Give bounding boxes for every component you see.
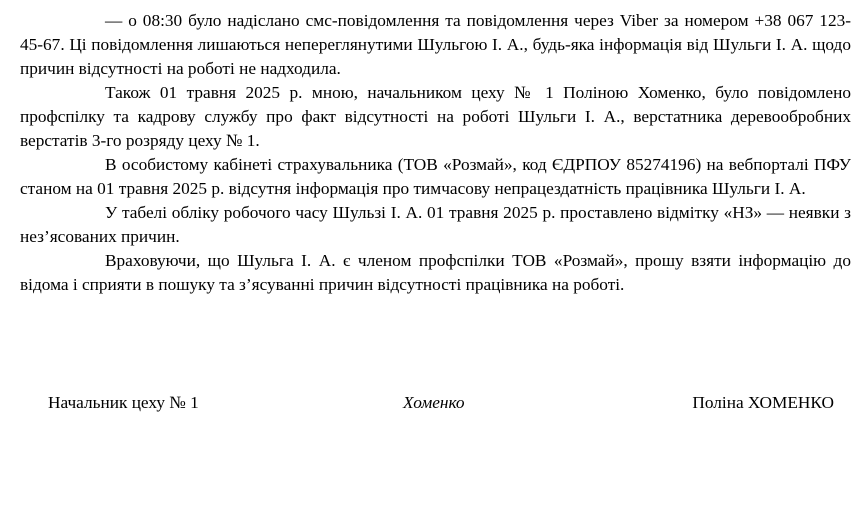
paragraph-messages-sent: — о 08:30 було надіслано смс-повідомлення та повідомлення через Viber за номером +38 067 123-45-67. Ці повідомлення лишаються непереглянутими Шульгою І. А., будь-яка інформація від Шульги І. А. щодо причин відсутності на роботі не надходила. [20,11,851,78]
signatory-position: Начальник цеху № 1 [48,393,199,412]
document-body [20,9,851,297]
handwritten-signature: Хоменко [403,393,465,412]
paragraph-request: Враховуючи, що Шульга І. А. є членом профспілки ТОВ «Розмай», прошу взяти інформацію до відома і сприяти в пошуку та з’ясуванні причин відсутності працівника на роботі. [20,251,851,294]
signatory-name: Поліна ХОМЕНКО [692,393,834,412]
paragraph-union-notified: Також 01 травня 2025 р. мною, начальником цеху № 1 Поліною Хоменко, було повідомлено профспілку та кадрову службу про факт відсутності на роботі Шульги І. А., верстатника деревообробних верстатів 3-го розряду цеху № 1. [20,83,851,150]
paragraph-pension-fund-check: В особистому кабінеті страхувальника (ТОВ «Розмай», код ЄДРПОУ 85274196) на вебпорталі ПФУ станом на 01 травня 2025 р. відсутня інформація про тимчасову непрацездатність працівника Шульги І. А. [20,155,851,198]
signature-block [48,391,834,415]
paragraph-timesheet-mark: У табелі обліку робочого часу Шульзі І. А. 01 травня 2025 р. проставлено відмітку «НЗ» — неявки з нез’ясованих причин. [20,203,851,246]
